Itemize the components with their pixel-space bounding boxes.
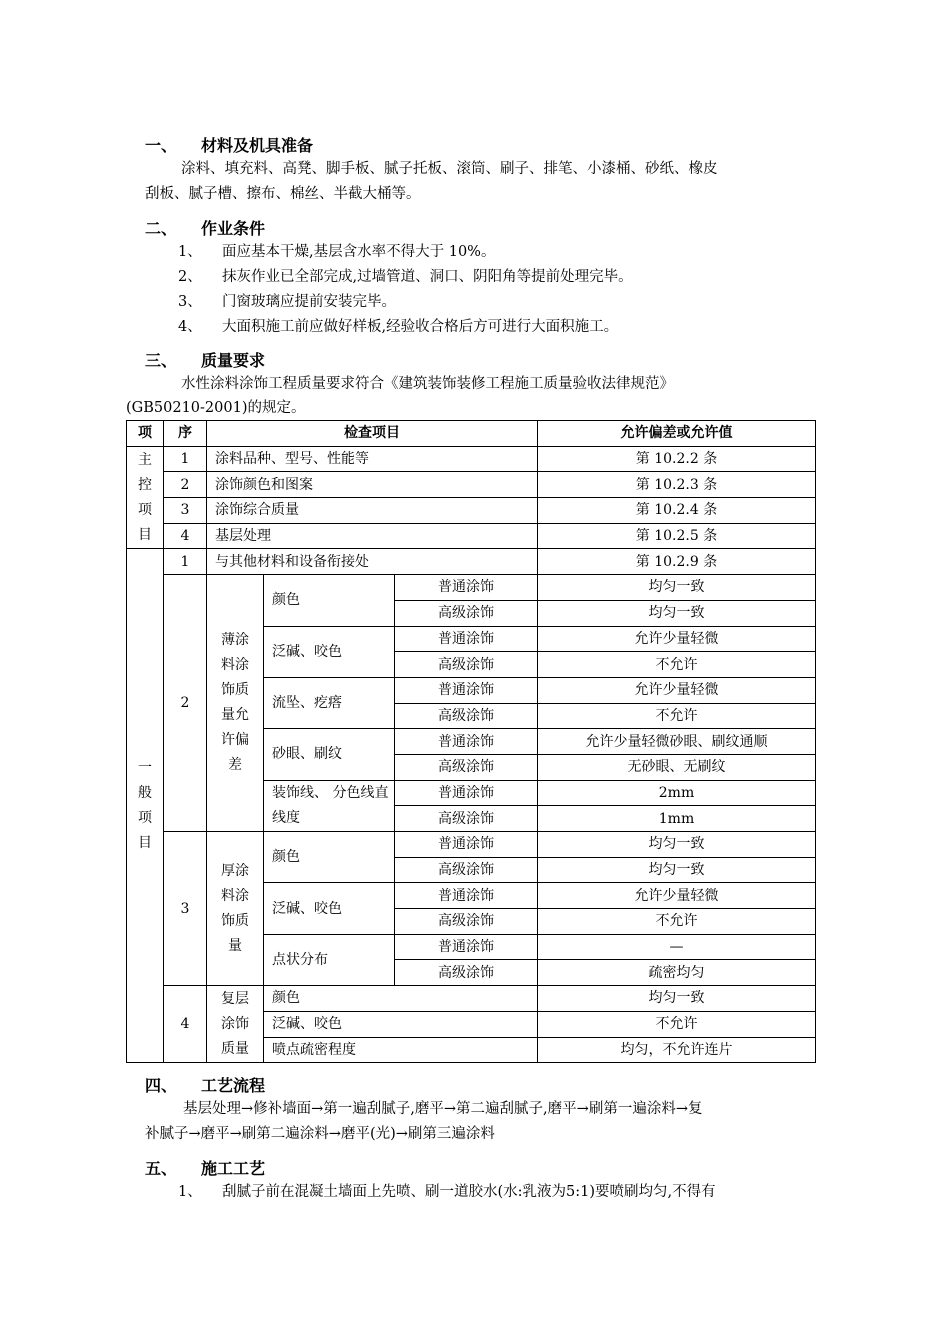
table-row [127, 986, 816, 1012]
item-cell: 泛碱、咬色 [264, 1011, 538, 1037]
seq-cell: 1 [164, 446, 207, 472]
item-cell: 喷点疏密程度 [264, 1037, 538, 1063]
value-cell: 不允许 [538, 1011, 816, 1037]
group-label: 厚涂料涂饰质量 [207, 832, 264, 986]
quality-table [126, 420, 816, 1063]
value-cell: 第 10.2.2 条 [538, 446, 816, 472]
table-row [127, 472, 816, 498]
seq-cell: 4 [164, 986, 207, 1063]
grade-cell: 普通涂饰 [395, 575, 538, 601]
seq-cell: 3 [164, 832, 207, 986]
grade-cell: 普通涂饰 [395, 729, 538, 755]
value-cell: 允许少量轻微 [538, 883, 816, 909]
section-3-heading: 三、 质量要求 [145, 351, 266, 370]
seq-cell: 3 [164, 498, 207, 524]
section-1-line-2: 刮板、腻子槽、擦布、棉丝、半截大桶等。 [145, 186, 421, 202]
condition-item-3: 3、 门窗玻璃应提前安装完毕。 [178, 294, 396, 310]
value-cell: 2mm [538, 780, 816, 806]
section-4-line-1: 基层处理→修补墙面→第一遍刮腻子,磨平→第二遍刮腻子,磨平→刷第一遍涂料→复 [183, 1101, 703, 1117]
header-seq: 序 [164, 421, 207, 447]
section-3-line-2: (GB50210-2001)的规定。 [126, 400, 306, 416]
value-cell: 第 10.2.9 条 [538, 549, 816, 575]
value-cell: 均匀一致 [538, 857, 816, 883]
grade-cell: 普通涂饰 [395, 832, 538, 858]
condition-item-2: 2、 抹灰作业已全部完成,过墙管道、洞口、阴阳角等提前处理完毕。 [178, 269, 633, 285]
condition-item-4: 4、 大面积施工前应做好样板,经验收合格后方可进行大面积施工。 [178, 319, 619, 335]
item-cell: 装饰线、 分色线直线度 [264, 780, 395, 831]
group-label: 薄涂料涂饰质量允许偏差 [207, 575, 264, 832]
grade-cell: 普通涂饰 [395, 883, 538, 909]
table-row [127, 498, 816, 524]
value-cell: 第 10.2.5 条 [538, 523, 816, 549]
main-control-label: 主控项目 [127, 446, 164, 549]
seq-cell: 2 [164, 472, 207, 498]
item-cell: 流坠、疙瘩 [264, 677, 395, 728]
value-cell: 不允许 [538, 909, 816, 935]
section-2-heading: 二、 作业条件 [145, 219, 266, 238]
value-cell: 允许少量轻微砂眼、刷纹通顺 [538, 729, 816, 755]
grade-cell: 高级涂饰 [395, 960, 538, 986]
item-cell: 基层处理 [207, 523, 538, 549]
seq-cell: 1 [164, 549, 207, 575]
item-cell: 泛碱、咬色 [264, 883, 395, 934]
value-cell: 不允许 [538, 652, 816, 678]
grade-cell: 高级涂饰 [395, 600, 538, 626]
grade-cell: 普通涂饰 [395, 934, 538, 960]
grade-cell: 高级涂饰 [395, 806, 538, 832]
table-row [127, 523, 816, 549]
grade-cell: 高级涂饰 [395, 754, 538, 780]
header-tolerance: 允许偏差或允许值 [538, 421, 816, 447]
item-cell: 点状分布 [264, 934, 395, 985]
table-row [127, 446, 816, 472]
seq-cell: 4 [164, 523, 207, 549]
grade-cell: 普通涂饰 [395, 677, 538, 703]
value-cell: 第 10.2.4 条 [538, 498, 816, 524]
value-cell: 不允许 [538, 703, 816, 729]
grade-cell: 普通涂饰 [395, 780, 538, 806]
value-cell: 均匀一致 [538, 832, 816, 858]
item-cell: 颜色 [264, 832, 395, 883]
item-cell: 涂饰颜色和图案 [207, 472, 538, 498]
grade-cell: 高级涂饰 [395, 857, 538, 883]
value-cell: 1mm [538, 806, 816, 832]
item-cell: 颜色 [264, 575, 395, 626]
table-row [127, 575, 816, 601]
value-cell: 疏密均匀 [538, 960, 816, 986]
item-cell: 泛碱、咬色 [264, 626, 395, 677]
value-cell: 均匀一致 [538, 575, 816, 601]
section-5-heading: 五、 施工工艺 [145, 1159, 266, 1178]
item-cell: 与其他材料和设备衔接处 [207, 549, 538, 575]
table-row [127, 832, 816, 858]
header-check-item: 检查项目 [207, 421, 538, 447]
group-label: 复层涂饰质量 [207, 986, 264, 1063]
section-4-line-2: 补腻子→磨平→刷第二遍涂料→磨平(光)→刷第三遍涂料 [145, 1126, 495, 1142]
value-cell: 均匀，不允许连片 [538, 1037, 816, 1063]
condition-item-1: 1、 面应基本干燥,基层含水率不得大于 10%。 [178, 244, 496, 260]
value-cell: 允许少量轻微 [538, 677, 816, 703]
item-cell: 涂饰综合质量 [207, 498, 538, 524]
grade-cell: 高级涂饰 [395, 652, 538, 678]
value-cell: 均匀一致 [538, 600, 816, 626]
grade-cell: 普通涂饰 [395, 626, 538, 652]
value-cell: — [538, 934, 816, 960]
grade-cell: 高级涂饰 [395, 909, 538, 935]
item-cell: 砂眼、刷纹 [264, 729, 395, 780]
general-label: 一般项目 [127, 549, 164, 1063]
section-4-heading: 四、 工艺流程 [145, 1076, 266, 1095]
header-category: 项 [127, 421, 164, 447]
value-cell: 第 10.2.3 条 [538, 472, 816, 498]
table-row [127, 549, 816, 575]
section-3-line-1: 水性涂料涂饰工程质量要求符合《建筑装饰装修工程施工质量验收法律规范》 [181, 376, 674, 392]
item-cell: 颜色 [264, 986, 538, 1012]
value-cell: 均匀一致 [538, 986, 816, 1012]
grade-cell: 高级涂饰 [395, 703, 538, 729]
table-header-row [127, 421, 816, 447]
section-1-line-1: 涂料、填充料、高凳、脚手板、腻子托板、滚筒、刷子、排笔、小漆桶、砂纸、橡皮 [181, 161, 718, 177]
value-cell: 无砂眼、无刷纹 [538, 754, 816, 780]
value-cell: 允许少量轻微 [538, 626, 816, 652]
process-item-1: 1、 刮腻子前在混凝土墙面上先喷、刷一道胶水(水:乳液为5:1)要喷刷均匀,不得有 [178, 1184, 716, 1200]
section-1-heading: 一、 材料及机具准备 [145, 136, 314, 155]
seq-cell: 2 [164, 575, 207, 832]
item-cell: 涂料品种、型号、性能等 [207, 446, 538, 472]
